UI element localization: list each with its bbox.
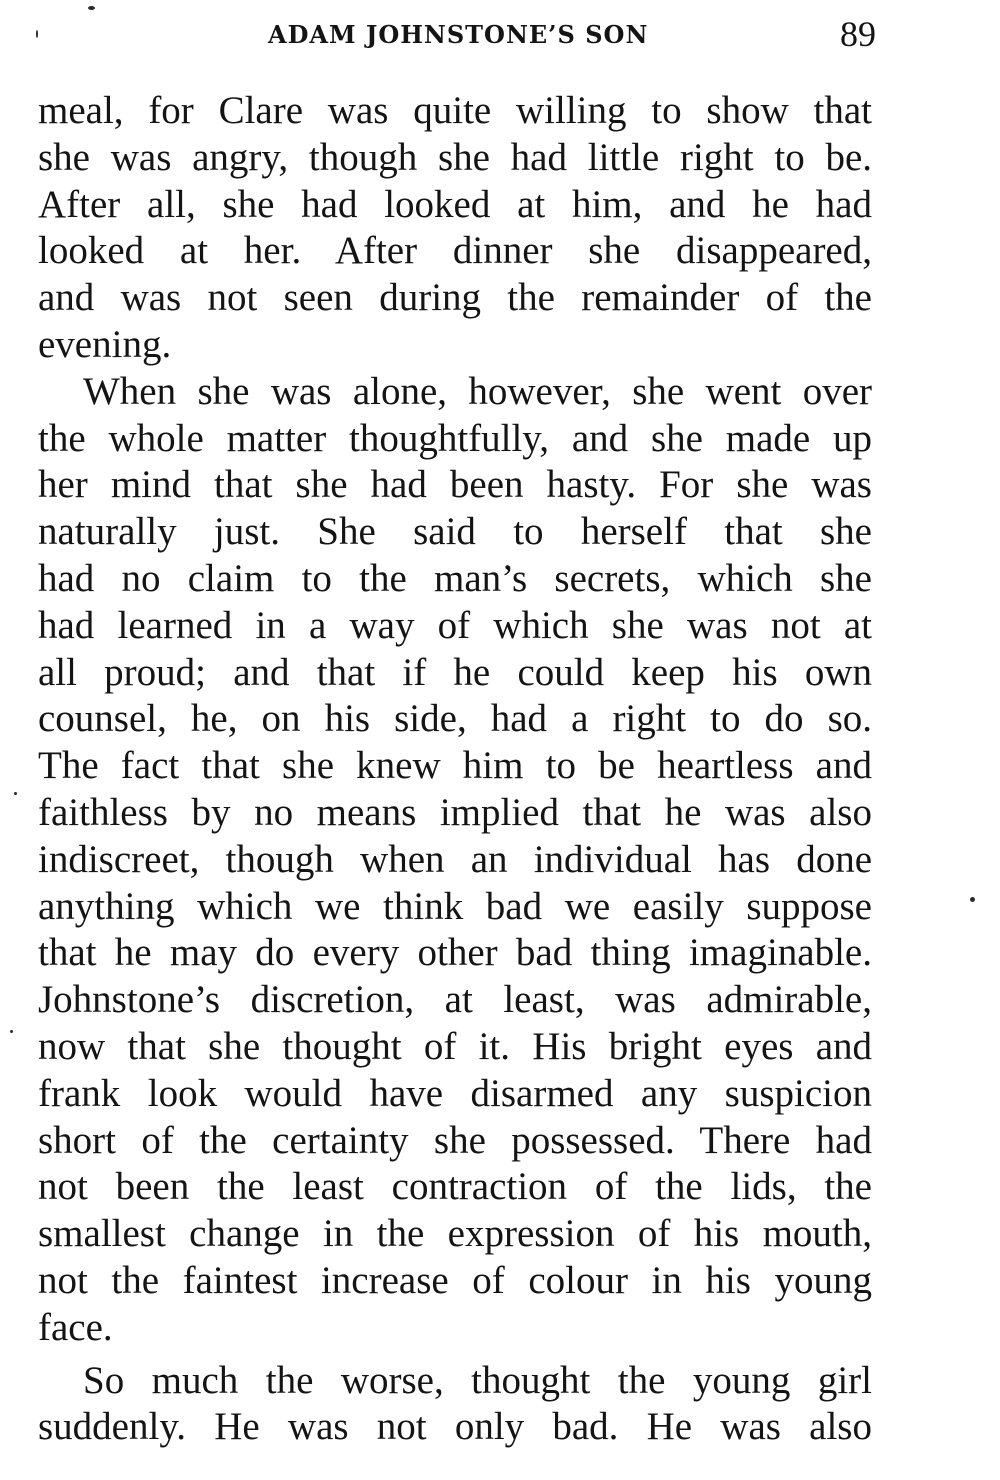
text-line: naturally just. She said to herself that she [38,510,872,554]
text-line: counsel, he, on his side, had a right to do so. [38,697,872,741]
text-line: When she was alone, however, she went over [83,369,872,413]
ink-speck [970,897,975,902]
text-line: the whole matter thoughtfully, and she made up [38,416,872,460]
text-line: had learned in a way of which she was not at [38,603,872,647]
ink-speck [36,30,38,38]
text-line: looked at her. After dinner she disappeared, [38,229,872,273]
text-line: not been the least contraction of the lids, the [38,1165,872,1209]
text-line: So much the worse, thought the young girl [83,1358,872,1402]
text-line: and was not seen during the remainder of the [38,276,872,320]
text-line: indiscreet, though when an individual has done [38,837,872,881]
text-line: The fact that she knew him to be heartless and [38,744,872,788]
text-line: meal, for Clare was quite willing to show that [38,89,872,132]
text-line: faithless by no means implied that he was also [38,790,872,834]
text-line: evening. [38,322,172,366]
text-line: frank look would have disarmed any suspicion [38,1071,872,1115]
page-number: 89 [840,14,876,54]
running-head [0,14,1000,58]
ink-speck [14,792,17,795]
paragraph-2 [38,369,872,1352]
text-line: her mind that she had been hasty. For she was [38,463,872,507]
text-line: she was angry, though she had little right to be. [38,135,872,179]
text-line: that he may do every other bad thing imaginable. [38,931,872,975]
text-line: short of the certainty she possessed. There had [38,1118,872,1162]
text-line: now that she thought of it. His bright eyes and [38,1024,872,1068]
text-line: Johnstone’s discretion, at least, was admirable, [38,978,872,1022]
paragraph-1 [38,88,872,369]
text-line: anything which we think bad we easily suppose [38,884,872,928]
text-line: After all, she had looked at him, and he had [38,182,872,226]
text-line: face. [38,1305,113,1349]
paragraph-3 [38,1358,872,1452]
text-line: smallest change in the expression of his mouth, [38,1212,872,1256]
text-line: had no claim to the man’s secrets, which she [38,556,872,600]
running-title: ADAM JOHNSTONE’S SON [268,20,649,49]
text-line: suddenly. He was not only bad. He was also [38,1405,872,1449]
ink-speck [88,6,95,10]
body-text [38,88,872,1451]
text-line: all proud; and that if he could keep his own [38,650,872,694]
text-line: not the faintest increase of colour in his young [38,1258,872,1302]
ink-speck [10,1030,13,1033]
